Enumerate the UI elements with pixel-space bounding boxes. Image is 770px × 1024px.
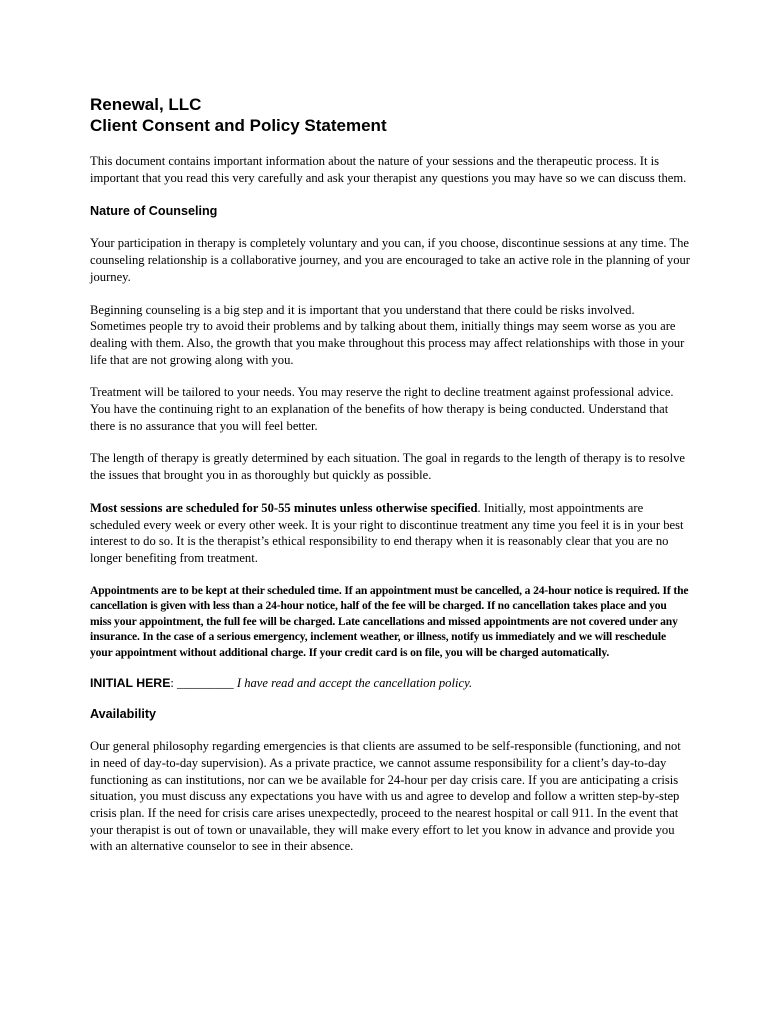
company-name: Renewal, LLC <box>90 95 202 114</box>
session-length-statement: Most sessions are scheduled for 50-55 minutes unless otherwise specified <box>90 500 478 515</box>
cancellation-policy: Appointments are to be kept at their scheduled time. If an appointment must be cancelled, a 24-hour notice is required. If the cancellation is given with less than a 24-hour notice, half of the fee will be charged. If no cancellation takes place and you miss your appointment, the full fee will be charged. Late cancellations and missed appointments are not covered under any insurance. In the case of a serious emergency, inclement weather, or illness, notify us immediately and we will reschedule your appointment without additional charge. If your credit card is on file, you will be charged automatically. <box>90 583 689 659</box>
nature-paragraph-4: The length of therapy is greatly determined by each situation. The goal in regards to the length of therapy is to resolve the issues that brought you in as thoroughly but quickly as possible. <box>90 451 685 483</box>
document-subtitle: Client Consent and Policy Statement <box>90 116 387 135</box>
nature-paragraph-1: Your participation in therapy is completely voluntary and you can, if you choose, discontinue sessions at any time. The counseling relationship is a collaborative journey, and you are encouraged to take an active role in the planning of your journey. <box>90 236 690 284</box>
document-page <box>90 94 690 855</box>
availability-paragraph: Our general philosophy regarding emergencies is that clients are assumed to be self-responsible (functioning, and not in need of day-to-day supervision). As a private practice, we cannot assume responsibility for a client’s day-to-day functioning as can institutions, nor can we be available for 24-hour per day crisis care. If you are anticipating a crisis situation, you must discuss any expectations you have with us and agree to develop and follow a written step-by-step crisis plan. If the need for crisis care arises unexpectedly, proceed to the nearest hospital or call 911. In the event that your therapist is out of town or unavailable, they will make every effort to let you know in advance and provide you with an alternative counselor to see in their absence. <box>90 739 681 854</box>
nature-paragraph-5 <box>90 500 690 567</box>
nature-paragraph-2: Beginning counseling is a big step and it is important that you understand that there could be risks involved. Sometimes people try to avoid their problems and by talking about them, initially things may seem worse as you are dealing with them. Also, the growth that you make throughout this process may affect relationships with those in your life that are not growing along with you. <box>90 302 685 367</box>
initial-acknowledgement: I have read and accept the cancellation policy. <box>236 676 473 691</box>
initial-label: INITIAL HERE <box>90 676 171 691</box>
document-title <box>90 94 690 136</box>
section-heading-availability: Availability <box>90 707 157 722</box>
section-heading-nature: Nature of Counseling <box>90 204 218 219</box>
initial-blank[interactable]: : _________ <box>170 676 237 691</box>
intro-paragraph: This document contains important information about the nature of your sessions and the therapeutic process. It is important that you read this very carefully and ask your therapist any questions you may have so we can discuss them. <box>90 154 687 185</box>
initial-line <box>90 675 690 691</box>
session-length-details: . Initially, most appointments are scheduled every week or every other week. It is your right to discontinue treatment any time you feel it is in your best interest to do so. It is the therapist’s ethical responsibility to end therapy when it is reasonably clear that you are no longer benefiting from treatment. <box>90 500 684 565</box>
nature-paragraph-3: Treatment will be tailored to your needs. You may reserve the right to decline treatment against professional advice. You have the continuing right to an explanation of the benefits of how therapy is being conducted. Understand that there is no assurance that you will feel better. <box>90 385 674 433</box>
